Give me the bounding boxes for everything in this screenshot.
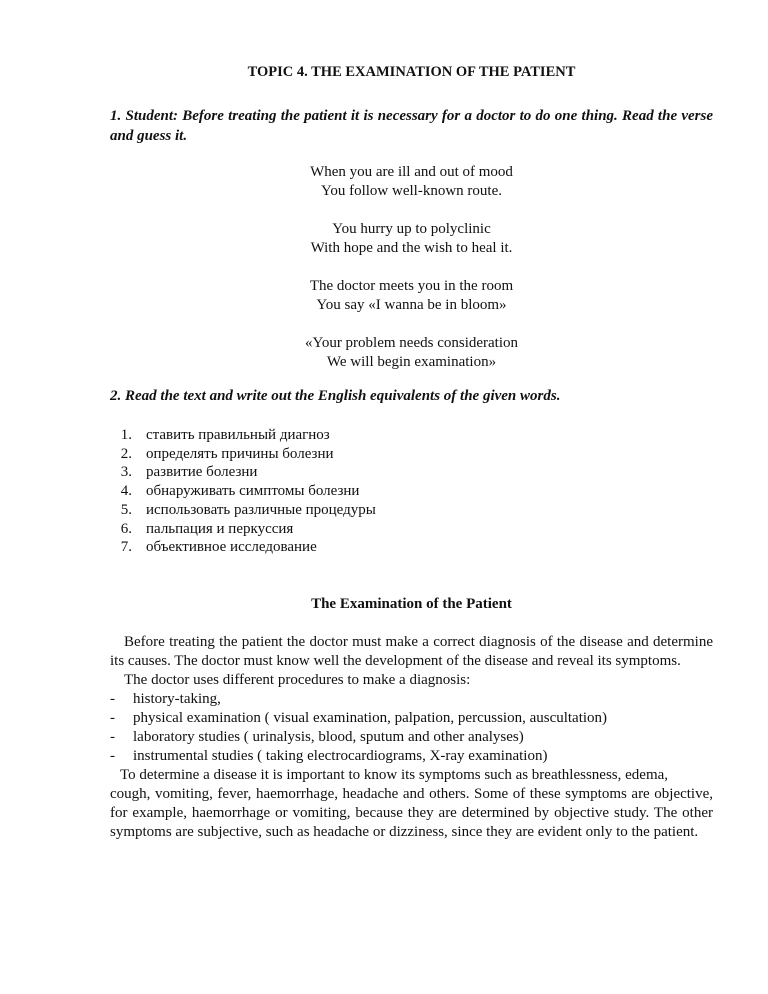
- item-number: 2.: [120, 445, 132, 462]
- item-term: развитие болезни: [146, 464, 258, 481]
- item-term: пальпация и перкуссия: [146, 520, 294, 537]
- verse-stanza: [110, 334, 713, 372]
- item-term: ставить правильный диагноз: [146, 427, 330, 443]
- verse-stanza: [110, 277, 713, 315]
- verse-line: You say «I wanna be in bloom»: [316, 297, 507, 313]
- procedure-item: [110, 728, 713, 747]
- procedure-text: history-taking,: [133, 691, 221, 707]
- verse: [110, 163, 713, 391]
- bullet-dash: -: [110, 748, 115, 764]
- verse-stanza: [110, 163, 713, 201]
- item-term: использовать различные процедуры: [146, 501, 376, 518]
- item-term: определять причины болезни: [146, 445, 334, 462]
- verse-line: You hurry up to polyclinic: [332, 221, 491, 237]
- bullet-dash: -: [110, 710, 115, 726]
- paragraph-line: To determine a disease it is important to know its symptoms such as breathlessness, edema,: [120, 767, 669, 783]
- paragraph: Before treating the patient the doctor must make a correct diagnosis of the disease and determine its causes. The doctor must know well the development of the disease and reveal its symptoms.: [110, 634, 713, 669]
- bullet-dash: -: [110, 729, 115, 745]
- verse-line: You follow well-known route.: [321, 183, 502, 199]
- vocabulary-list: [110, 426, 713, 557]
- procedure-item: [110, 709, 713, 728]
- procedures-list: [110, 690, 713, 766]
- vocabulary-item: [110, 463, 713, 482]
- reading-text: [110, 633, 713, 842]
- vocabulary-item: [110, 426, 713, 445]
- item-number: 5.: [120, 501, 132, 518]
- paragraph: The doctor uses different procedures to make a diagnosis:: [124, 672, 471, 688]
- vocabulary-item: [110, 445, 713, 464]
- vocabulary-item: [110, 520, 713, 539]
- verse-line: When you are ill and out of mood: [310, 164, 513, 180]
- item-number: 3.: [120, 464, 132, 481]
- item-term: объективное исследование: [146, 539, 317, 556]
- vocabulary-item: [110, 538, 713, 557]
- procedure-text: laboratory studies ( urinalysis, blood, sputum and other analyses): [133, 729, 524, 745]
- verse-stanza: [110, 220, 713, 258]
- task-2-instruction: 2. Read the text and write out the English equivalents of the given words.: [110, 388, 561, 404]
- vocabulary-item: [110, 501, 713, 520]
- procedure-text: instrumental studies ( taking electrocardiograms, X-ray examination): [133, 748, 548, 764]
- verse-line: We will begin examination»: [326, 354, 497, 370]
- task-1-instruction: 1. Student: Before treating the patient it is necessary for a doctor to do one thing. Read the verse and guess it.: [110, 108, 713, 144]
- item-term: обнаруживать симптомы болезни: [146, 483, 360, 500]
- item-number: 4.: [120, 483, 132, 500]
- paragraph: cough, vomiting, fever, haemorrhage, headache and others. Some of these symptoms are objective, for example, haemorrhage or vomiting, because they are determined by objective study. The other symptoms are subjective, such as headache or dizziness, since they are evident only to the patient.: [110, 786, 713, 840]
- document-title: TOPIC 4. THE EXAMINATION OF THE PATIENT: [247, 64, 576, 80]
- procedure-item: [110, 690, 713, 709]
- section-title: The Examination of the Patient: [311, 596, 512, 612]
- bullet-dash: -: [110, 691, 115, 707]
- item-number: 6.: [120, 520, 132, 537]
- procedure-item: [110, 747, 713, 766]
- item-number: 1.: [120, 427, 132, 443]
- item-number: 7.: [120, 539, 132, 556]
- verse-line: «Your problem needs consideration: [304, 335, 519, 351]
- procedure-text: physical examination ( visual examination, palpation, percussion, auscultation): [133, 710, 608, 726]
- verse-line: With hope and the wish to heal it.: [310, 240, 513, 256]
- verse-line: The doctor meets you in the room: [309, 278, 514, 294]
- vocabulary-item: [110, 482, 713, 501]
